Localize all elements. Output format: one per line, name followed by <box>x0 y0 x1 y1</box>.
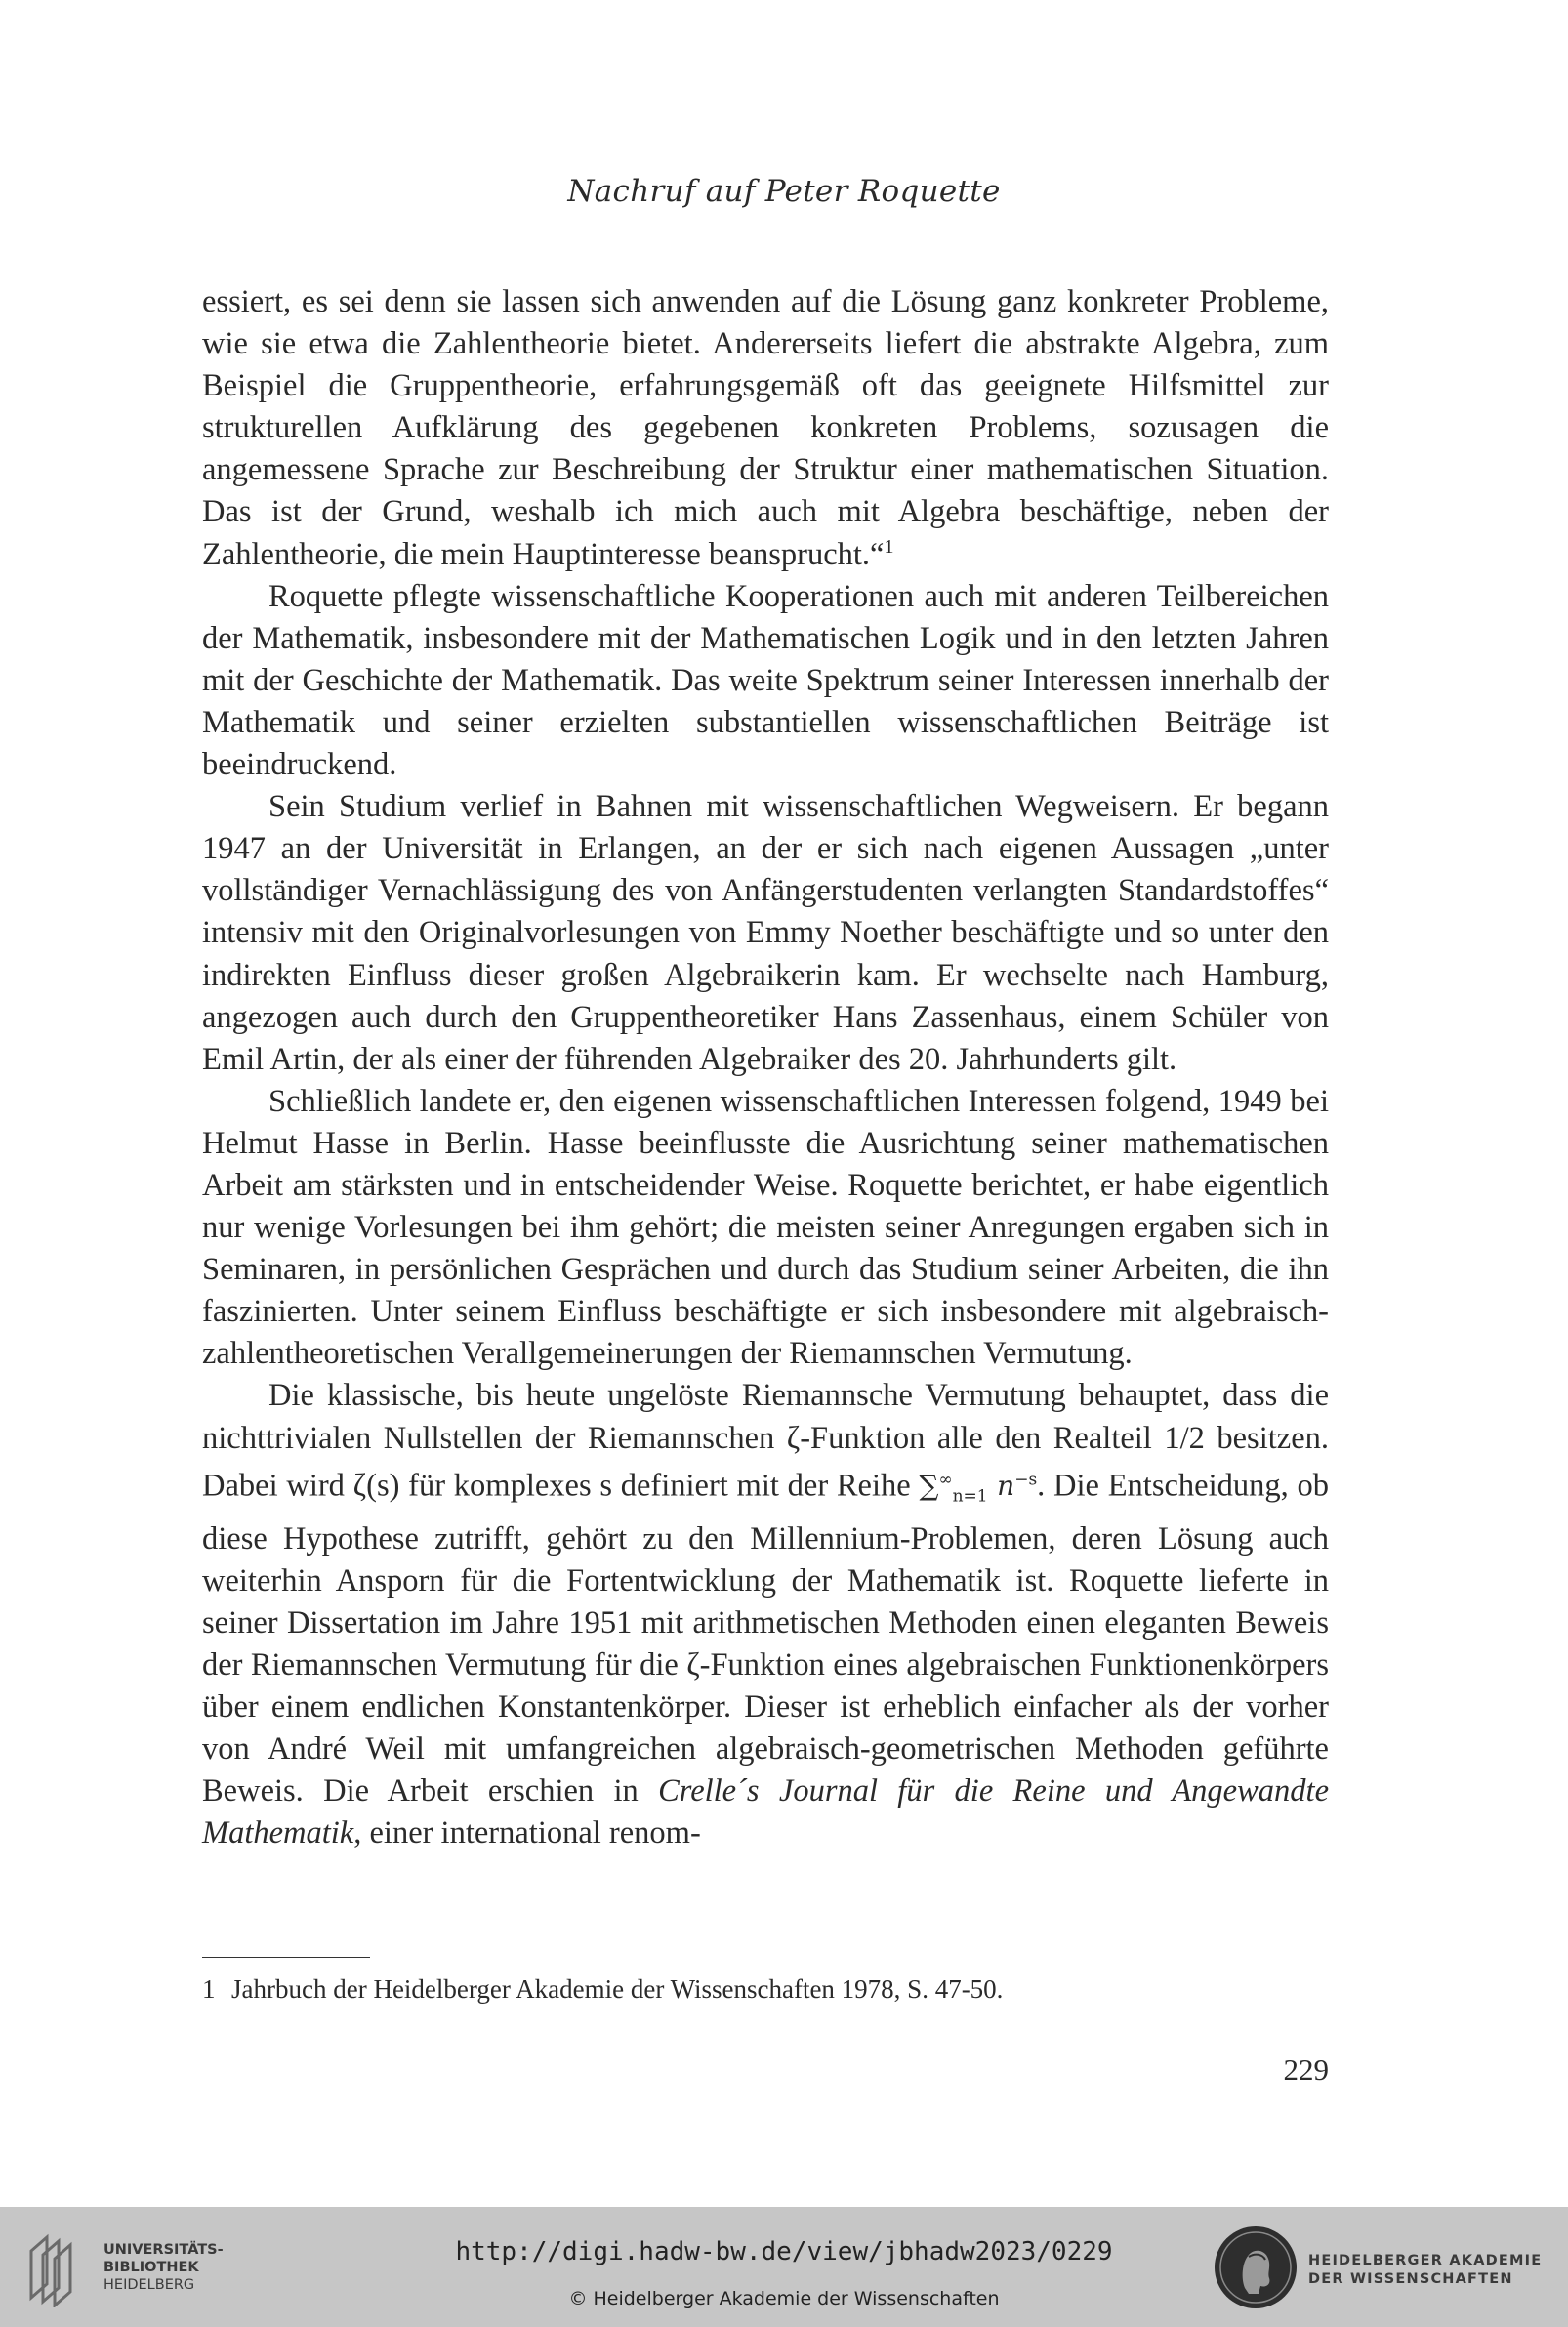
running-title: Nachruf auf Peter Roquette <box>567 174 1001 209</box>
footnote-divider <box>202 1957 370 1958</box>
paragraph: Sein Studium verlief in Bahnen mit wissenschaftlichen Wegweisern. Er begann 1947 an der Universität in Erlangen, an der er sich nach eigenen Aussagen „unter vollständiger Vernachlässigung des von Anfängerstudenten verlangten Standardstoffes“ intensiv mit den Originalvorlesungen von Emmy Noether beschäftigte und so unter den indirekten Einfluss dieser großen Algebraikerin kam. Er wechselte nach Hamburg, angezogen auch durch den Gruppentheoretiker Hans Zassenhaus, einem Schüler von Emil Artin, der als einer der führenden Algebraiker des 20. Jahrhunderts gilt. <box>202 789 1329 1077</box>
paragraph: Roquette pflegte wissenschaftliche Kooperationen auch mit anderen Teilbereichen der Mathematik, insbesondere mit der Mathematischen Logik und in den letzten Jahren mit der Geschichte der Mathematik. Das weite Spektrum seiner Interessen innerhalb der Mathematik und seiner erzielten substantiellen wissenschaftlichen Beiträge ist beeindruckend. <box>202 578 1329 783</box>
footnote <box>202 1974 1003 2005</box>
journal-title: Crelle´s Journal für die Reine und Angewandte Mathematik <box>202 1773 1329 1851</box>
paragraph-text: , einer international renom- <box>353 1815 701 1851</box>
sum-lower-limit: n=1 <box>952 1486 988 1507</box>
library-name-line: HEIDELBERG <box>103 2277 195 2293</box>
footnote-number: 1 <box>202 1974 216 2004</box>
copyright-notice: © Heidelberger Akademie der Wissenschaften <box>568 2288 1000 2309</box>
library-name-line: UNIVERSITÄTS- <box>103 2242 224 2258</box>
library-name-line: BIBLIOTHEK <box>103 2260 199 2275</box>
paragraph-text: Die klassische, bis heute ungelöste Riemannsche Vermutung behauptet, dass die nichttrivialen Nullstellen der Riemannschen ζ-Funktion alle den Realteil 1/2 besitzen. Dabei wird ζ(s) für komplexes s definiert mit der Reihe <box>202 1378 1329 1503</box>
sum-symbol: ∑ <box>919 1469 939 1502</box>
academy-seal-icon[interactable] <box>1212 2223 1300 2311</box>
series-term: n <box>997 1469 1015 1502</box>
paragraph-text: . Die Entscheidung, ob diese Hypothese zutrifft, gehört zu den Millennium-Problemen, deren Lösung auch weiterhin Ansporn für die Fortentwicklung der Mathematik ist. Roquette lieferte in seiner Dissertation im Jahre 1951 mit arithmetischen Methoden einen eleganten Beweis der Riemannschen Vermutung für die ζ-Funktion eines algebraischen Funktionenkörpers über einem endlichen Konstantenkörper. Dieser ist erheblich einfacher als der vorher von André Weil mit umfangreichen algebraisch-geometrischen Methoden geführte Beweis. Die Arbeit erschien in <box>202 1467 1329 1809</box>
page-number: 229 <box>1283 2053 1329 2087</box>
paragraph-text: essiert, es sei denn sie lassen sich anwenden auf die Lösung ganz konkreter Probleme, wie sie etwa die Zahlentheorie bietet. Andererseits liefert die abstrakte Algebra, zum Beispiel die Gruppentheorie, erfahrungsgemäß oft das geeignete Hilfsmittel zur strukturellen Aufklärung des gegebenen konkreten Problems, sozusagen die angemessene Sprache zur Beschreibung der Struktur einer mathematischen Situation. Das ist der Grund, weshalb ich mich auch mit Algebra beschäftige, neben der Zahlentheorie, die mein Hauptinteresse beansprucht.“ <box>202 284 1329 572</box>
academy-name-line: DER WISSENSCHAFTEN <box>1308 2271 1513 2287</box>
document-url-link[interactable]: http://digi.hadw-bw.de/view/jbhadw2023/0229 <box>455 2237 1113 2266</box>
paragraph <box>202 1375 1329 1854</box>
academy-name <box>1308 2252 1542 2289</box>
body-text <box>202 281 1329 1854</box>
sum-upper-limit: ∞ <box>938 1470 953 1490</box>
academy-name-line: HEIDELBERGER AKADEMIE <box>1308 2253 1543 2268</box>
paragraph: Schließlich landete er, den eigenen wissenschaftlichen Interessen folgend, 1949 bei Helmut Hasse in Berlin. Hasse beeinflusste die Ausrichtung seiner mathematischen Arbeit am stärksten und in entscheidender Weise. Roquette berichtet, er habe eigentlich nur wenige Vorlesungen bei ihm gehört; die meisten seiner Anregungen ergaben sich in Seminaren, in persönlichen Gesprächen und durch das Studium seiner Arbeiten, die ihn faszinierten. Unter seinem Einfluss beschäftigte er sich insbesondere mit algebraisch-zahlentheoretischen Verallgemeinerungen der Riemannschen Vermutung. <box>202 1083 1329 1372</box>
footnote-text: Jahrbuch der Heidelberger Akademie der Wissenschaften 1978, S. 47-50. <box>231 1974 1004 2004</box>
series-formula <box>919 1469 1038 1507</box>
series-exponent: −s <box>1014 1470 1038 1490</box>
paragraph <box>202 281 1329 576</box>
footnote-reference[interactable]: 1 <box>884 535 894 558</box>
